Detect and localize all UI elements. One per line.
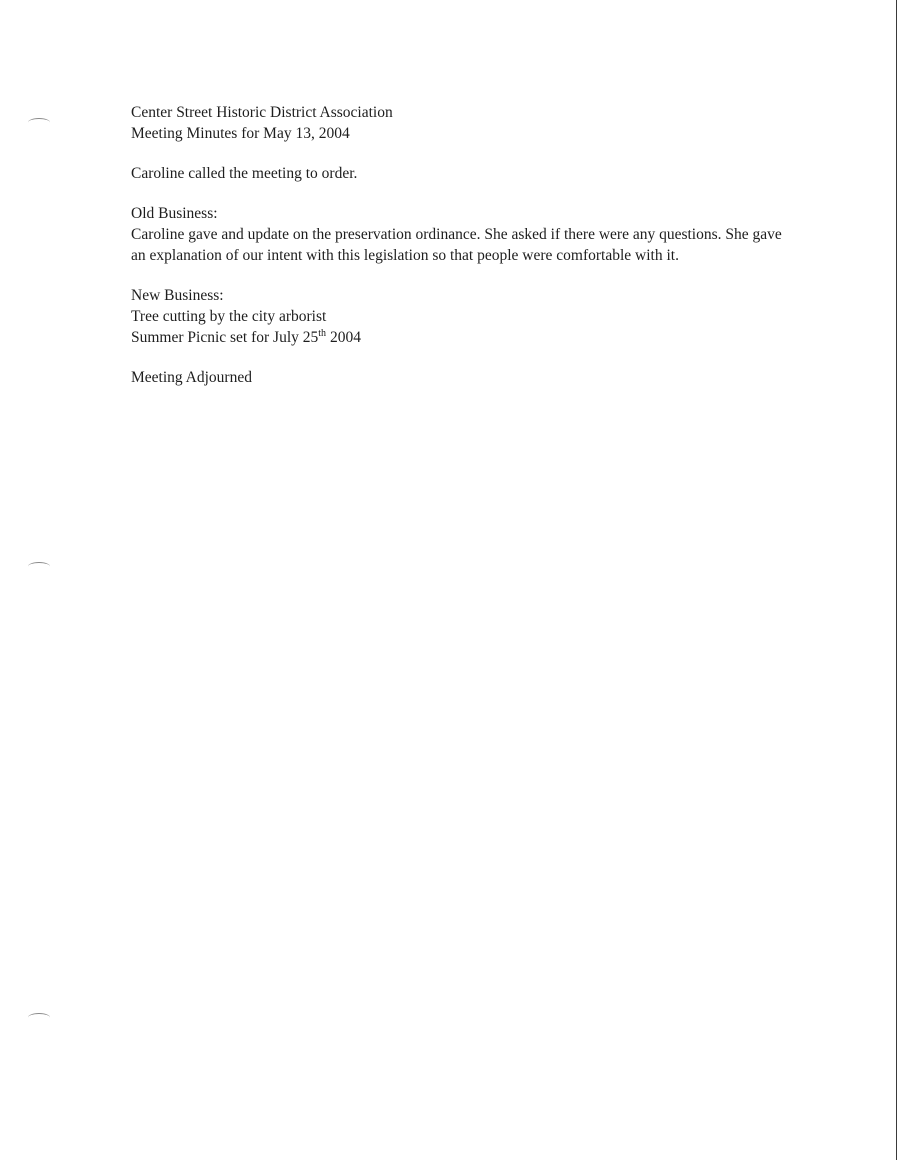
document-header <box>131 102 791 144</box>
document-subtitle: Meeting Minutes for May 13, 2004 <box>131 125 350 142</box>
punch-hole-mark <box>28 118 50 127</box>
old-business-section <box>131 203 791 266</box>
page-edge-line <box>896 0 897 1160</box>
new-business-item <box>131 327 791 348</box>
old-business-text: Caroline gave and update on the preservation ordinance. She asked if there were any questions. She gave an explanation of our intent with this legislation so that people were comfortable with it. <box>131 226 782 264</box>
ordinal-suffix: th <box>318 328 327 339</box>
closing-section <box>131 367 791 388</box>
punch-hole-mark <box>28 1013 50 1022</box>
meeting-adjourned: Meeting Adjourned <box>131 369 252 386</box>
new-business-section <box>131 285 791 348</box>
minutes-body <box>131 102 791 407</box>
organization-name: Center Street Historic District Association <box>131 104 393 121</box>
old-business-heading: Old Business: <box>131 205 218 222</box>
call-to-order-text: Caroline called the meeting to order. <box>131 165 358 182</box>
picnic-text: Summer Picnic set for July 25 <box>131 329 319 346</box>
picnic-year: 2004 <box>326 329 361 346</box>
new-business-item: Tree cutting by the city arborist <box>131 308 327 325</box>
new-business-heading: New Business: <box>131 287 224 304</box>
punch-hole-mark <box>28 562 50 571</box>
call-to-order <box>131 163 791 184</box>
